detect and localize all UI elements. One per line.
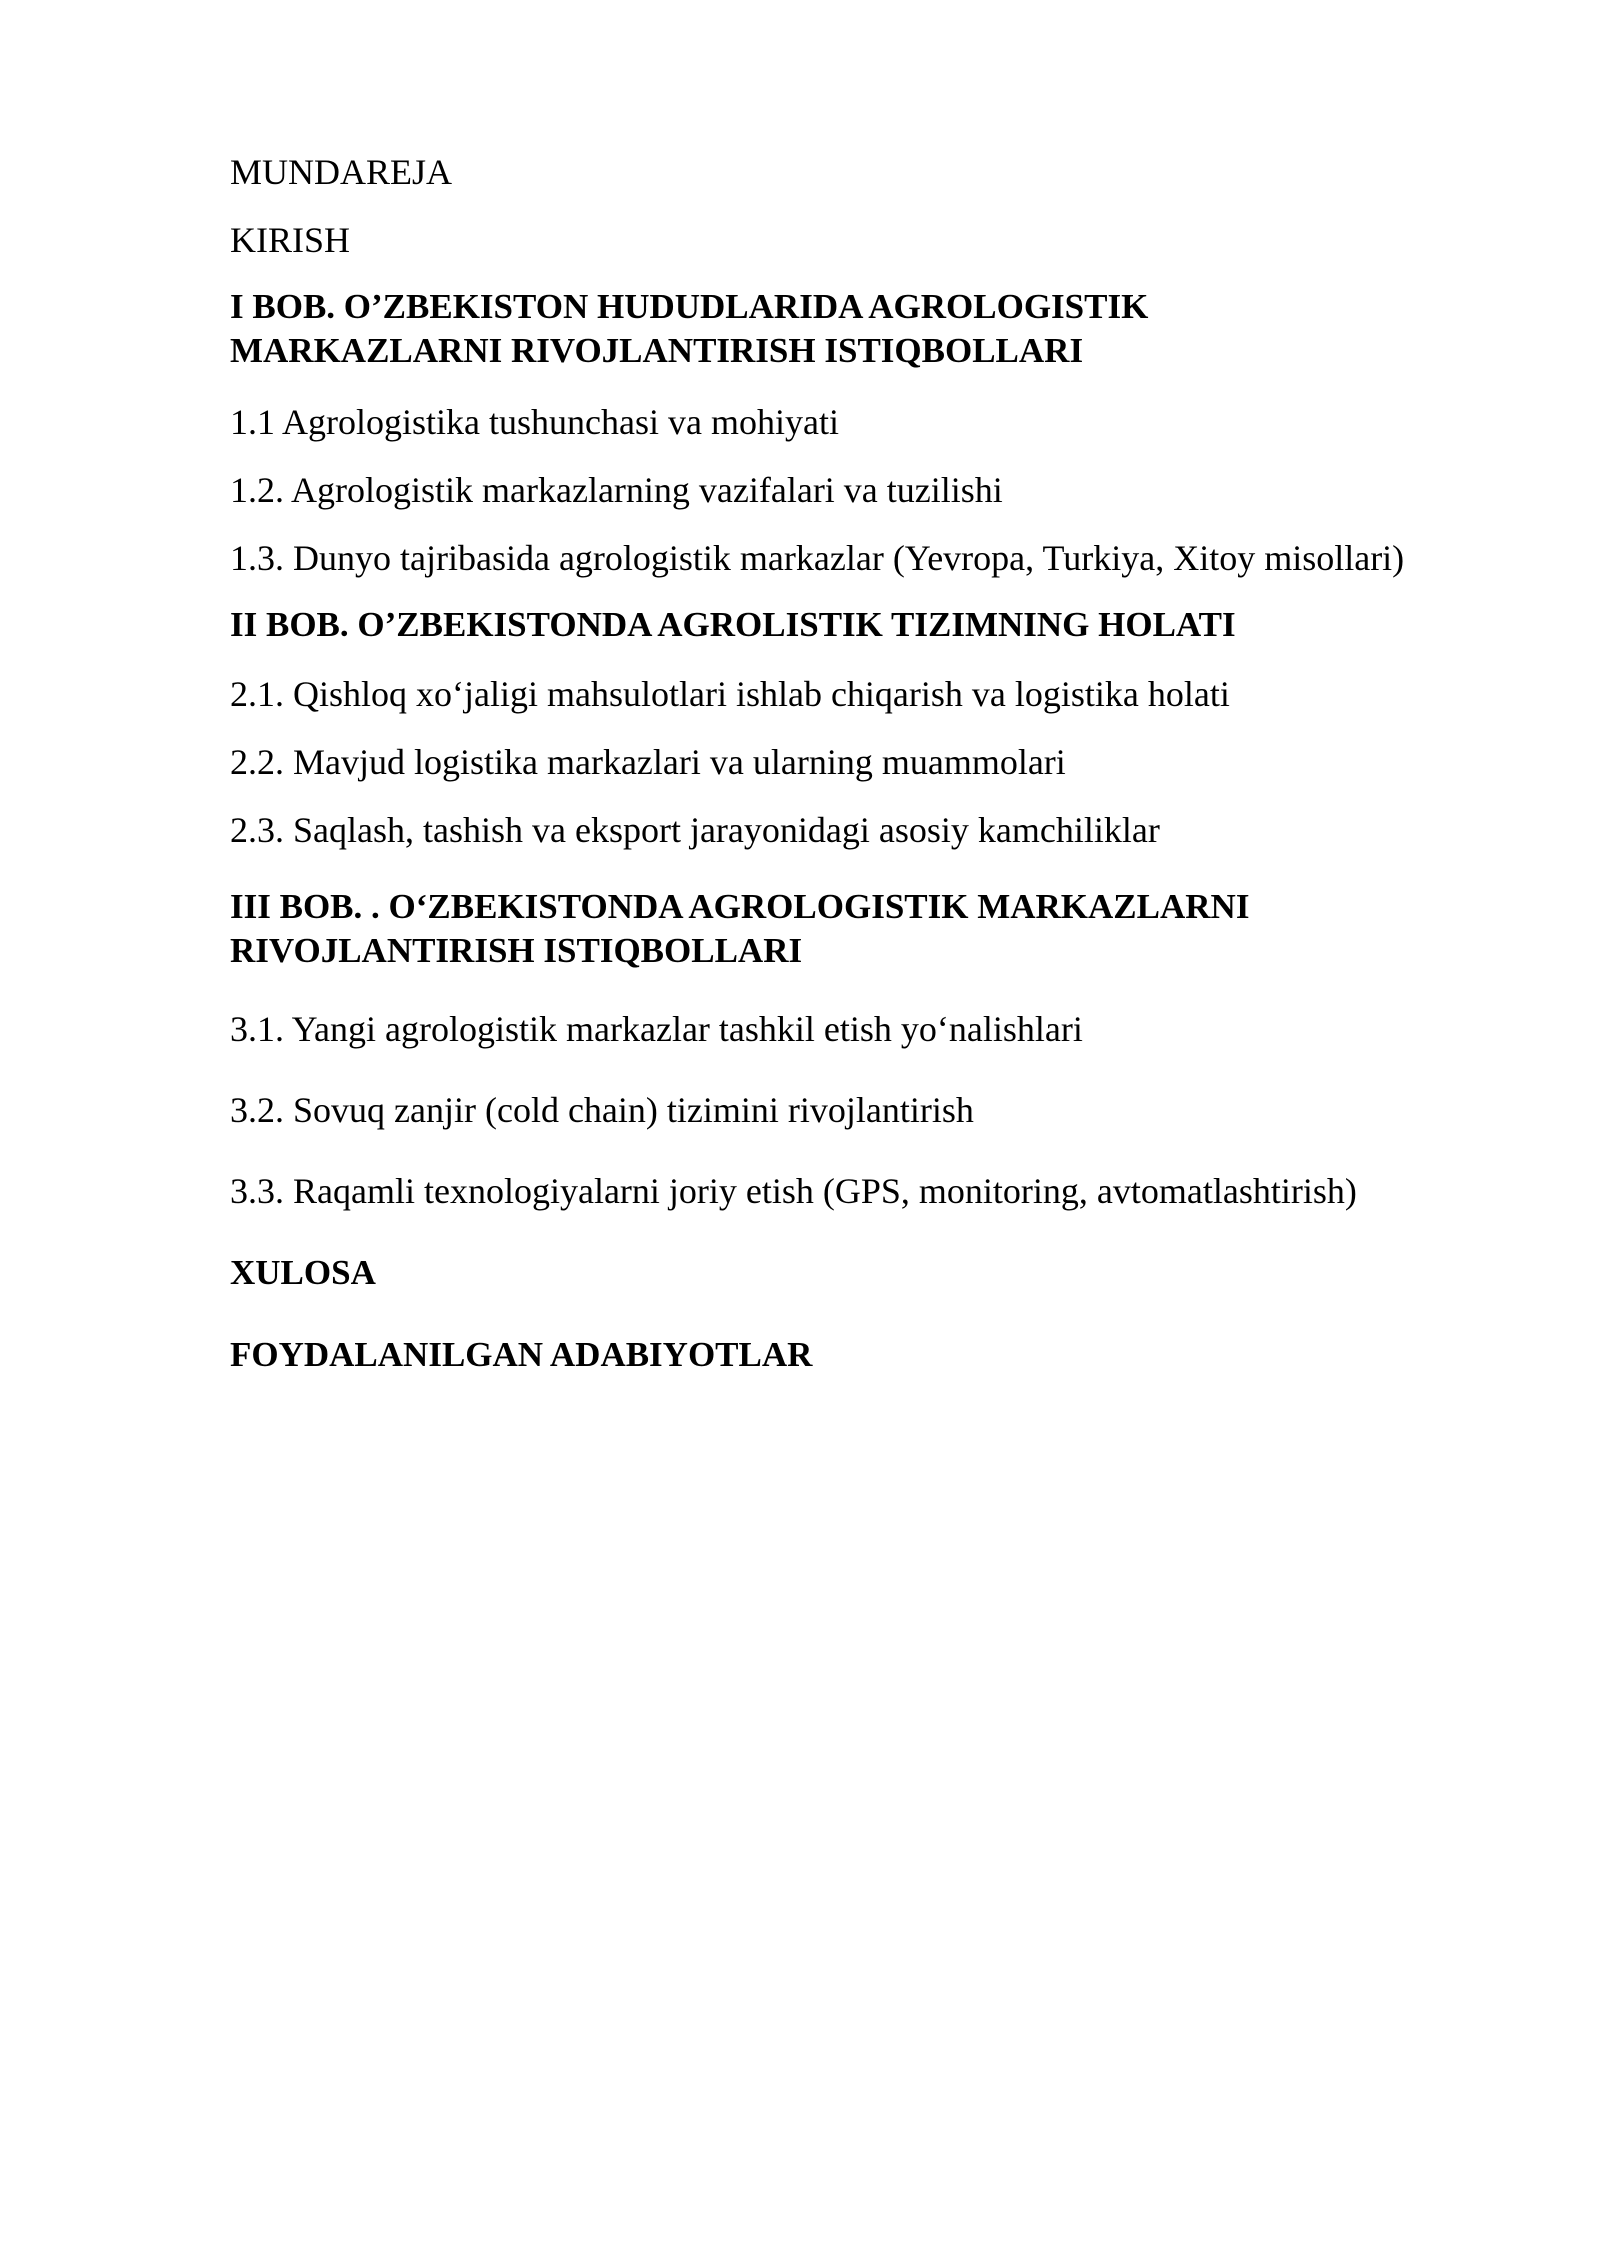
toc-section-1-3: 1.3. Dunyo tajribasida agrologistik markazlar (Yevropa, Turkiya, Xitoy misollari)	[230, 538, 1405, 578]
toc-chapter-1-heading: I BOB. O’ZBEKISTON HUDUDLARIDA AGROLOGISTIK MARKAZLARNI RIVOJLANTIRISH ISTIQBOLLARI	[230, 287, 1149, 370]
toc-item-conclusion: XULOSA	[230, 1253, 376, 1292]
toc-section-2-1: 2.1. Qishloq xo‘jaligi mahsulotlari ishlab chiqarish va logistika holati	[230, 674, 1230, 714]
table-of-contents	[230, 150, 1530, 1377]
toc-section-1-2: 1.2. Agrologistik markazlarning vazifalari va tuzilishi	[230, 470, 1003, 510]
toc-section-3-3: 3.3. Raqamli texnologiyalarni joriy etish (GPS, monitoring, avtomatlashtirish)	[230, 1171, 1357, 1211]
toc-section-3-1: 3.1. Yangi agrologistik markazlar tashkil etish yo‘nalishlari	[230, 1009, 1083, 1049]
toc-chapter-2-heading: II BOB. O’ZBEKISTONDA AGROLISTIK TIZIMNING HOLATI	[230, 605, 1236, 644]
toc-section-2-2: 2.2. Mavjud logistika markazlari va ularning muammolari	[230, 742, 1066, 782]
toc-section-2-3: 2.3. Saqlash, tashish va eksport jarayonidagi asosiy kamchiliklar	[230, 810, 1160, 850]
toc-section-1-1: 1.1 Agrologistika tushunchasi va mohiyati	[230, 402, 839, 442]
toc-title: MUNDAREJA	[230, 152, 453, 192]
toc-section-3-2: 3.2. Sovuq zanjir (cold chain) tizimini rivojlantirish	[230, 1090, 974, 1130]
toc-item-introduction: KIRISH	[230, 220, 351, 260]
toc-item-references: FOYDALANILGAN ADABIYOTLAR	[230, 1335, 813, 1374]
toc-chapter-3-heading: III BOB. . O‘ZBEKISTONDA AGROLOGISTIK MARKAZLARNI RIVOJLANTIRISH ISTIQBOLLARI	[230, 887, 1250, 970]
